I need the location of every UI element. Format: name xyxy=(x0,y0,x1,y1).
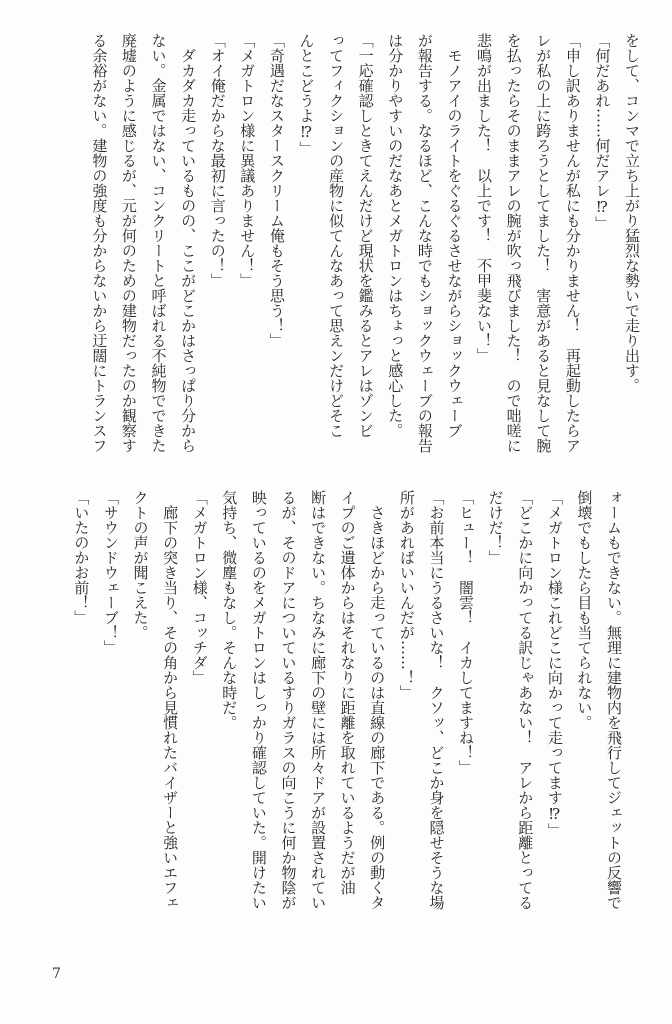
text-column: 「メガトロン様これどこに向かって走ってます⁉」 xyxy=(545,490,564,838)
text-column: 「サウンドウェーブ！」 xyxy=(101,490,120,655)
text-column: 所があればいいんだが……！」 xyxy=(397,490,416,700)
text-column: が報告する。なるほど、こんな時でもショックウェーブの報告 xyxy=(415,33,434,453)
text-block-top xyxy=(84,33,646,459)
text-column: さきほどから走っているのは直線の廊下である。例の動くタ xyxy=(368,490,387,910)
text-column: をして、コンマで立ち上がり猛烈な勢いで走り出す。 xyxy=(623,33,641,393)
text-column: 「メガトロン様に異議ありません！」 xyxy=(238,33,257,288)
text-column: 「申し訳ありませんが私にも分かりません！ 再起動したらア xyxy=(563,33,582,453)
text-column: モノアイのライトをぐるぐるさせながらショックウェーブ xyxy=(445,33,464,438)
text-column: 「何だあれ……何だアレ⁉」 xyxy=(593,33,612,231)
text-column: ない。金属ではない、コンクリートと呼ばれる不純物でできた xyxy=(149,33,168,453)
text-column: 映っているのをメガトロンはしっかり確認していた。開けたい xyxy=(249,490,268,910)
text-column: 悲鳴が出ました！ 以上です！ 不甲斐ない！」 xyxy=(475,33,494,363)
text-column: 「ヒュー！ 闇雲！ イカしてますね！」 xyxy=(457,490,476,775)
text-column: 「オイ俺だからな最初に言ったの！」 xyxy=(208,33,227,288)
text-column: 「メガトロン様、コッチダ」 xyxy=(190,490,209,685)
text-column: を払ったらそのままアレの腕が吹っ飛びました！ ので咄嗟に xyxy=(504,33,523,453)
page-number: 7 xyxy=(52,966,61,982)
text-column: 廃墟のように感じるが、元が何のための建物だったのか観察す xyxy=(119,33,138,453)
text-column: ってフィクションの産物に似てんなあって思えンだけどそこ xyxy=(327,33,346,438)
text-column: んとこどうよ⁉」 xyxy=(297,33,316,156)
text-column: ォームもできない。無理に建物内を飛行してジェットの反響で xyxy=(605,490,623,910)
text-column: だけだ！」 xyxy=(486,490,505,565)
text-column: 「奇遇だなスタースクリーム俺もそう思う！」 xyxy=(267,33,286,348)
text-column: ダカダカ走っているものの、ここがどこかはさっぱり分から xyxy=(179,33,198,453)
text-column: レが私の上に跨ろうとしてました！ 害意があると見なして腕 xyxy=(534,33,553,453)
text-column: イプのご遺体からはそれなりに距離を取れているようだが油 xyxy=(338,490,357,895)
text-column: 「いたのかお前！」 xyxy=(72,490,91,625)
text-column: 倒壊でもしたら目も当てられない。 xyxy=(575,490,594,730)
text-column: 断はできない。ちなみに廊下の壁には所々ドアが設置されてい xyxy=(309,490,328,910)
text-column: 気持ち、微塵もなし。そんな時だ。 xyxy=(220,490,239,730)
text-column: 「どこかに向かってる訳じゃあない！ アレから距離とってる xyxy=(516,490,535,910)
text-column: クトの声が聞こえた。 xyxy=(131,490,150,640)
text-column: 「お前本当にうるさいな！ クソッ、どこか身を隠せそうな場 xyxy=(427,490,446,910)
text-column: 「一応確認しときてえんだけど現状を鑑みるとアレはゾンビ xyxy=(356,33,375,438)
text-block-bottom xyxy=(66,490,628,916)
text-column: は分かりやすいのだなあとメガトロンはちょっと感心した。 xyxy=(386,33,405,438)
text-column: るが、そのドアについているすりガラスの向こうに何か物陰が xyxy=(279,490,298,910)
text-column: 廊下の突き当り、その角から見慣れたバイザーと強いエフェ xyxy=(161,490,180,910)
text-column: る余裕がない。建物の強度も分からないから迂闊にトランスフ xyxy=(90,33,109,453)
